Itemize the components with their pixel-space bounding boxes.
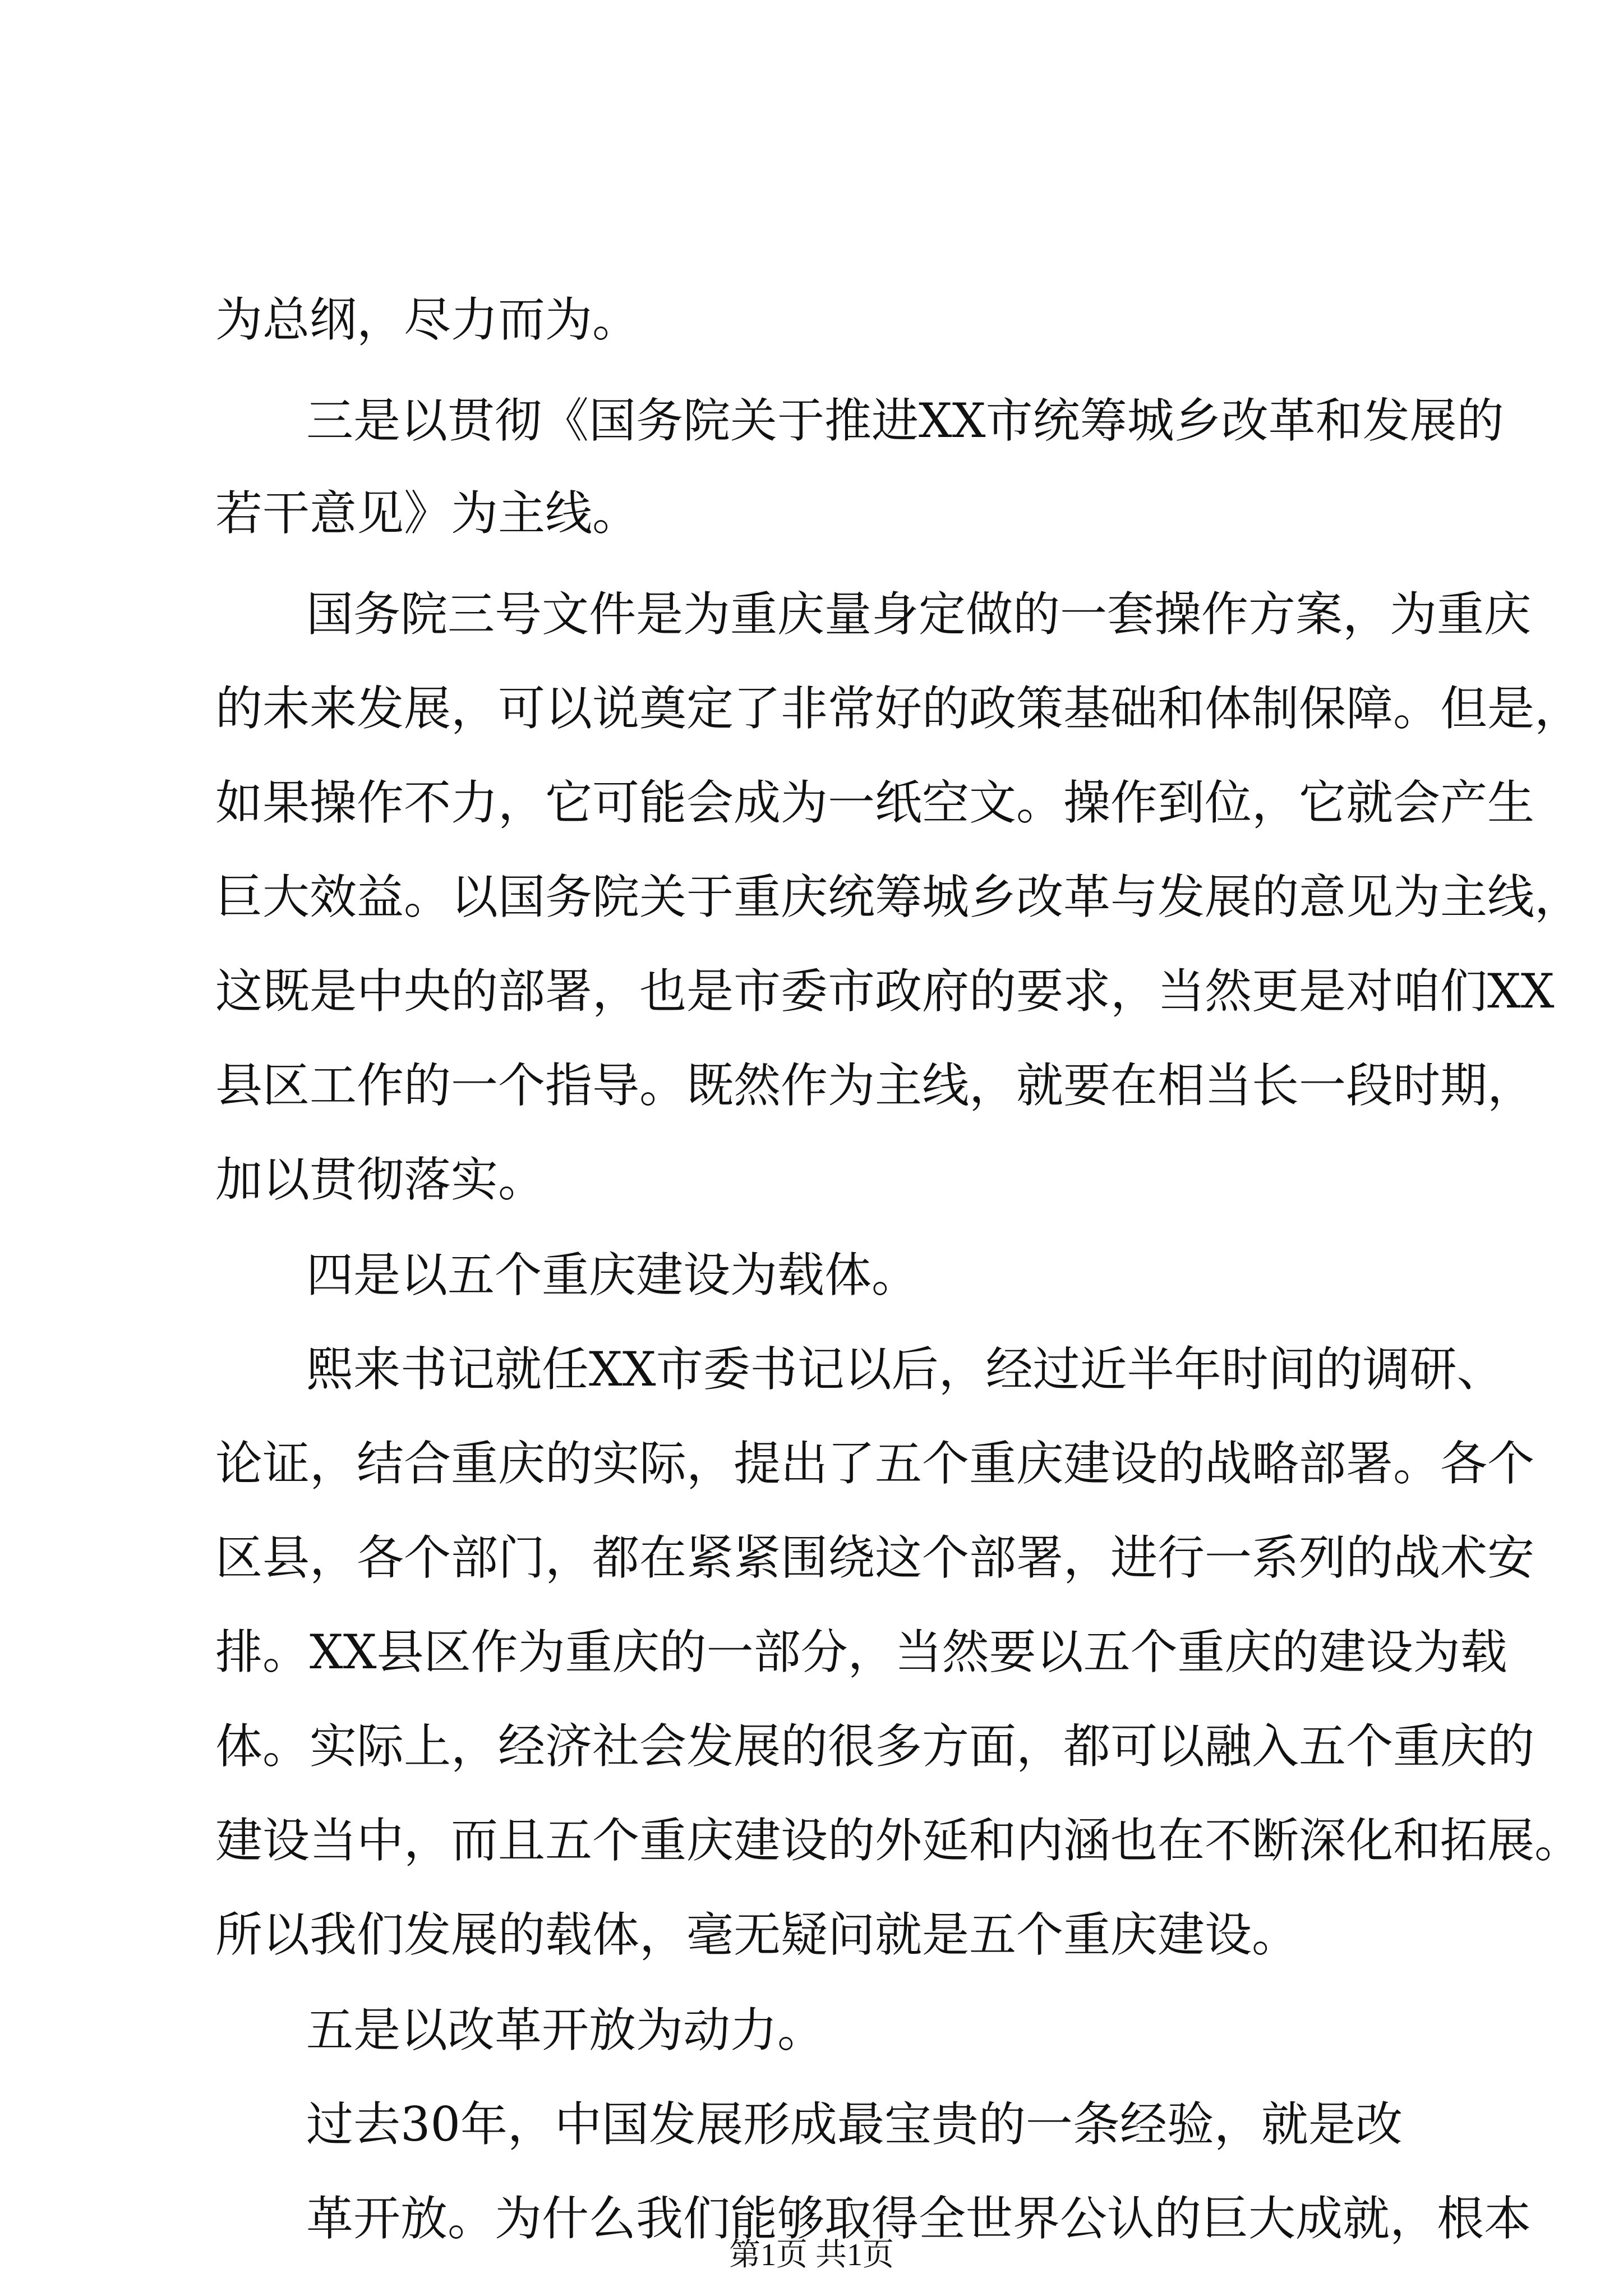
text-line: 加以贯彻落实。 (215, 1152, 546, 1207)
text-line: 三是以贯彻《国务院关于推进XX市统筹城乡改革和发展的 (306, 393, 1504, 448)
text-line: 熙来书记就任XX市委书记以后，经过近半年时间的调研、 (306, 1342, 1504, 1397)
text-line: 过去30年，中国发展形成最宝贵的一条经验，就是改 (306, 2097, 1403, 2152)
text-line: 如果操作不力，它可能会成为一纸空文。操作到位，它就会产生 (215, 775, 1535, 830)
text-line: 四是以五个重庆建设为载体。 (306, 1248, 919, 1303)
text-line: 论证，结合重庆的实际，提出了五个重庆建设的战略部署。各个 (215, 1436, 1535, 1491)
text-line: 巨大效益。以国务院关于重庆统筹城乡改革与发展的意见为主线， (215, 869, 1582, 924)
text-line: 这既是中央的部署，也是市委市政府的要求，当然更是对咱们XX (215, 964, 1555, 1019)
text-line: 的未来发展，可以说奠定了非常好的政策基础和体制保障。但是， (215, 681, 1582, 736)
text-line: 所以我们发展的载体，毫无疑问就是五个重庆建设。 (215, 1907, 1299, 1962)
text-line: 排。XX县区作为重庆的一部分，当然要以五个重庆的建设为载 (215, 1625, 1507, 1680)
text-line: 县区工作的一个指导。既然作为主线，就要在相当长一段时期， (215, 1058, 1535, 1113)
text-line: 为总纲，尽力而为。 (215, 292, 640, 347)
text-line: 革开放。为什么我们能够取得全世界公认的巨大成就，根本 (306, 2191, 1532, 2246)
text-line: 国务院三号文件是为重庆量身定做的一套操作方案，为重庆 (306, 587, 1532, 642)
text-line: 若干意见》为主线。 (215, 486, 640, 541)
text-line: 区县，各个部门，都在紧紧围绕这个部署，进行一系列的战术安 (215, 1530, 1535, 1585)
page-footer: 第1页 共1页 (729, 2238, 894, 2272)
text-line: 建设当中，而且五个重庆建设的外延和内涵也在不断深化和拓展。 (215, 1813, 1582, 1868)
text-line: 五是以改革开放为动力。 (306, 2003, 825, 2058)
text-line: 体。实际上，经济社会发展的很多方面，都可以融入五个重庆的 (215, 1719, 1535, 1774)
